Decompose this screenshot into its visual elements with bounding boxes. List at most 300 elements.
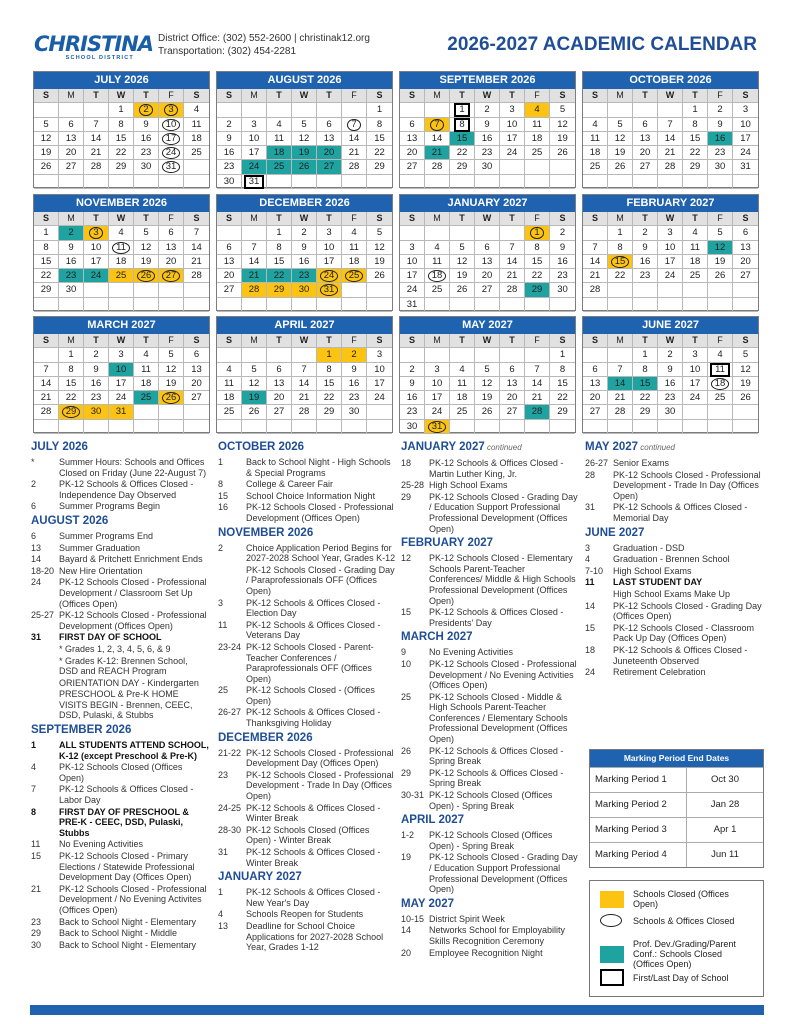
day-cell [500,377,525,391]
section-heading-text: SEPTEMBER 2026 [31,724,132,737]
event-text: FIRST DAY OF SCHOOL [59,632,162,643]
month-days [583,212,758,312]
day-cell [450,118,475,132]
weekday-header: S [217,212,242,226]
weekday-header: T [134,334,159,348]
day-cell [425,255,450,269]
empty-cell [184,298,209,312]
event-item [401,948,579,959]
empty-cell [59,298,84,312]
day-cell [708,118,733,132]
event-date: * [31,457,35,467]
day-cell [317,160,342,174]
weekday-header: T [500,212,525,226]
event-item [31,644,209,655]
empty-cell [367,175,392,189]
day-number: 15 [456,132,468,144]
day-cell [134,377,159,391]
month-calendar [33,316,210,433]
day-number: 5 [559,104,566,116]
weekday-header: T [317,89,342,103]
day-number: 30 [65,284,77,296]
day-cell [134,103,159,117]
day-number: 19 [740,377,751,389]
day-cell [292,132,317,146]
event-item [31,928,209,939]
event-item [218,825,396,846]
day-number: 15 [611,256,630,268]
event-date: 25-28 [401,480,425,491]
empty-cell [267,103,292,117]
day-cell [159,377,184,391]
day-number: 9 [409,377,415,389]
empty-cell [708,175,733,189]
day-cell [84,377,109,391]
event-text: PK-12 Schools Closed - Grading Day / Education Support Professional Professional Development (Offices Open) [429,852,578,895]
day-number: 15 [531,255,543,267]
day-cell [159,391,184,405]
day-cell [733,377,758,391]
day-cell [500,132,525,146]
event-item [31,851,209,883]
event-item [401,553,579,606]
event-item [585,502,763,523]
day-number: 9 [351,363,357,375]
day-number: 21 [191,255,202,267]
day-number: 20 [223,270,235,282]
day-number: 16 [406,392,418,404]
day-number: 29 [456,161,468,173]
day-number: 5 [168,349,174,361]
day-cell [550,103,575,117]
day-number: 22 [456,147,468,159]
weekday-header: T [84,334,109,348]
day-number: 19 [298,147,310,159]
day-number: 7 [251,241,257,253]
day-number: 2 [93,349,99,361]
empty-cell [708,420,733,434]
day-cell [217,283,242,297]
day-number: 16 [639,255,651,267]
month-title: DECEMBER 2026 [217,195,392,212]
day-number: 6 [509,363,515,375]
event-text: PK-12 Schools Closed - Professional Development Day (Offices Open) [246,747,394,769]
day-cell [292,118,317,132]
day-number: 24 [664,270,676,282]
day-number: 19 [456,270,468,282]
day-number: 21 [90,147,102,159]
day-cell [525,269,550,283]
empty-cell [292,348,317,362]
day-cell [525,226,550,240]
day-cell [400,132,425,146]
day-cell [525,283,550,297]
empty-cell [84,420,109,434]
yellow-swatch [600,891,624,908]
event-date: 15 [401,607,412,618]
day-number: 14 [664,132,676,144]
event-item [218,685,396,706]
logo-subtext: SCHOOL DISTRICT [65,55,134,61]
event-text: New Hire Orientation [59,565,143,576]
day-number: 19 [614,147,626,159]
empty-cell [525,298,550,312]
day-number: 31 [115,406,127,418]
day-number: 18 [191,132,202,144]
day-cell [733,132,758,146]
day-number: 8 [326,363,332,375]
month-calendar [216,316,393,433]
empty-cell [184,160,209,174]
day-number: 4 [534,104,540,116]
event-text: * Grades K-12: Brennen School, DSD and REACH Program [59,655,188,677]
event-date: 25-27 [31,610,55,621]
day-cell [525,377,550,391]
empty-cell [633,103,658,117]
day-cell [550,269,575,283]
day-number: 7 [93,118,99,130]
day-number: 26 [374,270,385,282]
weekday-header: T [267,89,292,103]
event-text: Schools Reopen for Students [246,909,364,920]
weekday-header: M [242,334,267,348]
event-item [31,554,209,565]
day-cell [109,255,134,269]
day-cell [342,241,367,255]
day-number: 27 [323,161,335,173]
day-number: 12 [456,255,468,267]
event-text: District Spirit Week [429,913,505,924]
day-number: 21 [298,392,310,404]
event-text: PK-12 Schools & Offices Closed - Memorial Day [613,502,748,523]
empty-cell [367,405,392,419]
day-number: 11 [112,242,130,254]
day-cell [583,146,608,160]
empty-cell [400,226,425,240]
day-cell [425,146,450,160]
day-number: 15 [115,132,127,144]
event-text: Retirement Celebration [613,667,706,678]
event-text: Graduation - DSD [613,542,685,553]
day-cell [317,269,342,283]
day-cell [267,132,292,146]
empty-cell [34,420,59,434]
day-number: 6 [642,118,648,130]
contact-info [158,32,370,58]
day-cell [159,241,184,255]
day-cell [733,255,758,269]
day-cell [342,391,367,405]
day-cell [708,226,733,240]
empty-cell [583,298,608,312]
day-number: 6 [592,363,598,375]
day-cell [658,363,683,377]
day-number: 26 [481,406,493,418]
day-number: 9 [301,241,307,253]
day-cell [134,132,159,146]
event-item [31,740,209,761]
legend-item [600,939,753,969]
day-cell [608,255,633,269]
empty-cell [84,298,109,312]
empty-cell [708,283,733,297]
empty-cell [342,175,367,189]
day-cell [708,146,733,160]
day-number: 9 [484,118,490,130]
page-title: 2026-2027 ACADEMIC CALENDAR [447,34,757,55]
weekday-header: M [608,334,633,348]
day-cell [550,283,575,297]
day-number: 15 [557,377,568,389]
event-column [585,438,763,679]
day-cell [708,160,733,174]
event-text: PK-12 Schools & Offices Closed - Veterans Day [246,619,381,641]
day-cell [367,391,392,405]
day-cell [658,377,683,391]
day-cell [583,405,608,419]
day-cell [317,283,342,297]
day-cell [500,146,525,160]
marking-period-row [590,767,763,792]
empty-cell [583,103,608,117]
event-item [218,803,396,824]
marking-period-title: Marking Period End Dates [590,750,763,767]
day-cell [550,241,575,255]
event-text: PK-12 Schools Closed (Offices Open) - Spring Break [429,790,553,811]
day-number: 7 [592,241,598,253]
day-number: 14 [348,132,360,144]
event-text: PK-12 Schools Closed - Professional Development / No Evening Activites (Offices Open) [59,883,207,915]
section-heading [585,440,763,455]
event-text: PK-12 Schools Closed - Professional Development (Offices Open) [59,610,207,631]
day-number: 10 [90,241,102,253]
day-number: 10 [115,363,127,375]
day-number: 22 [323,392,335,404]
day-cell [500,283,525,297]
empty-cell [184,420,209,434]
day-number: 24 [740,147,751,159]
day-cell [292,160,317,174]
day-cell [342,132,367,146]
day-number: 4 [459,363,465,375]
day-number: 22 [639,392,651,404]
legend-item [600,889,753,909]
empty-cell [184,283,209,297]
day-number: 2 [139,104,152,116]
day-number: 10 [162,119,181,131]
section-heading [31,440,209,454]
day-cell [134,255,159,269]
day-cell [84,348,109,362]
marking-period-row [590,842,763,867]
day-number: 11 [191,118,202,130]
weekday-header: S [583,89,608,103]
day-number: 29 [531,284,543,296]
event-date: 29 [31,928,42,939]
legend-item [600,914,753,927]
weekday-header: M [425,212,450,226]
day-number: 10 [323,241,335,253]
day-cell [267,160,292,174]
section-heading [585,526,763,540]
day-number: 8 [276,241,282,253]
district-logo [34,32,154,62]
event-text: School Choice Information Night [246,490,376,501]
weekday-header: S [367,89,392,103]
day-cell [109,348,134,362]
event-text: Summer Graduation [59,542,141,553]
event-date: 11 [218,619,228,630]
day-cell [608,132,633,146]
day-cell [367,160,392,174]
day-number: 7 [301,363,307,375]
month-calendar [216,194,393,311]
empty-cell [608,348,633,362]
empty-cell [425,175,450,189]
day-number: 1 [559,349,566,361]
day-cell [450,405,475,419]
legend-label: First/Last Day of School [633,972,729,983]
day-number: 8 [118,118,124,130]
day-number: 30 [348,406,360,418]
event-date: 31 [585,502,596,513]
day-number: 7 [617,363,623,375]
event-item [218,543,396,564]
empty-cell [367,283,392,297]
event-date: 15 [31,851,42,861]
day-cell [733,103,758,117]
event-date [31,644,59,655]
day-cell [217,363,242,377]
day-number: 9 [226,132,232,144]
day-number: 18 [273,147,285,159]
day-number: 29 [62,406,81,418]
weekday-header: W [109,334,134,348]
day-cell [292,405,317,419]
day-number: 25 [431,284,443,296]
weekday-header: M [59,334,84,348]
day-cell [184,146,209,160]
day-cell [525,146,550,160]
event-item [218,565,396,597]
day-cell [59,405,84,419]
day-number: 9 [667,363,673,375]
weekday-header: W [292,334,317,348]
day-number: 23 [65,270,77,282]
day-number: 20 [589,392,601,404]
empty-cell [400,175,425,189]
event-date: 18 [401,458,412,468]
day-number: 24 [90,270,102,282]
day-number: 9 [717,118,723,130]
day-number: 24 [162,147,181,159]
event-item [585,601,763,622]
day-number: 22 [689,147,701,159]
empty-cell [59,175,84,189]
day-number: 10 [740,118,751,130]
day-cell [242,283,267,297]
day-cell [84,160,109,174]
day-number: 1 [530,227,543,239]
empty-cell [683,298,708,312]
day-cell [608,146,633,160]
weekday-header: S [34,212,59,226]
event-text: PK-12 Schools & Offices Closed - Thanksgiving Holiday [246,707,381,729]
weekday-header: W [292,212,317,226]
event-date: 24 [585,667,596,678]
month-calendar [33,194,210,311]
day-cell [658,146,683,160]
empty-cell [500,175,525,189]
day-number: 11 [532,118,542,130]
event-item [31,689,209,721]
event-item [31,884,209,916]
day-number: 24 [431,406,443,418]
day-number: 30 [664,406,676,418]
event-date: 7 [31,784,37,795]
day-number: 26 [614,161,626,173]
day-number: 20 [406,147,418,159]
day-cell [34,255,59,269]
day-number: 5 [251,363,257,375]
event-date: 7-10 [585,565,604,576]
marking-period-date: Jan 28 [710,799,740,810]
empty-cell [633,175,658,189]
event-item [585,543,763,554]
day-cell [59,391,84,405]
empty-cell [450,175,475,189]
day-number: 8 [617,241,623,253]
day-cell [184,103,209,117]
day-cell [608,391,633,405]
day-number: 5 [376,227,383,239]
day-cell [342,226,367,240]
event-item [218,457,396,478]
section-heading [218,526,396,540]
day-number: 15 [273,255,285,267]
event-item [218,479,396,490]
day-cell [425,391,450,405]
day-number: 17 [374,377,385,389]
weekday-header: T [500,334,525,348]
event-date: 29 [401,767,412,778]
day-number: 19 [40,147,52,159]
day-cell [317,377,342,391]
month-title: JANUARY 2027 [400,195,575,212]
event-date: 23-24 [218,641,242,652]
event-text: Employee Recognition Night [429,947,543,958]
weekday-header: T [633,89,658,103]
day-cell [683,226,708,240]
event-text: FIRST DAY OF PRESCHOOL & PRE-K - CEEC, DSD, Pulaski, Stubbs [59,806,189,838]
day-number: 7 [667,118,673,130]
empty-cell [184,405,209,419]
empty-cell [633,283,658,297]
month-calendar [582,194,759,311]
month-calendar [399,71,576,188]
weekday-header: W [658,334,683,348]
day-cell [733,118,758,132]
day-cell [292,269,317,283]
day-number: 21 [589,270,601,282]
empty-cell [475,226,500,240]
legend-label: Prof. Dev./Grading/Parent Conf.: Schools Closed (Offices Open) [633,939,736,969]
event-text: No Evening Activities [429,647,514,658]
day-number: 6 [326,118,332,130]
day-cell [217,391,242,405]
empty-cell [633,420,658,434]
day-cell [317,118,342,132]
